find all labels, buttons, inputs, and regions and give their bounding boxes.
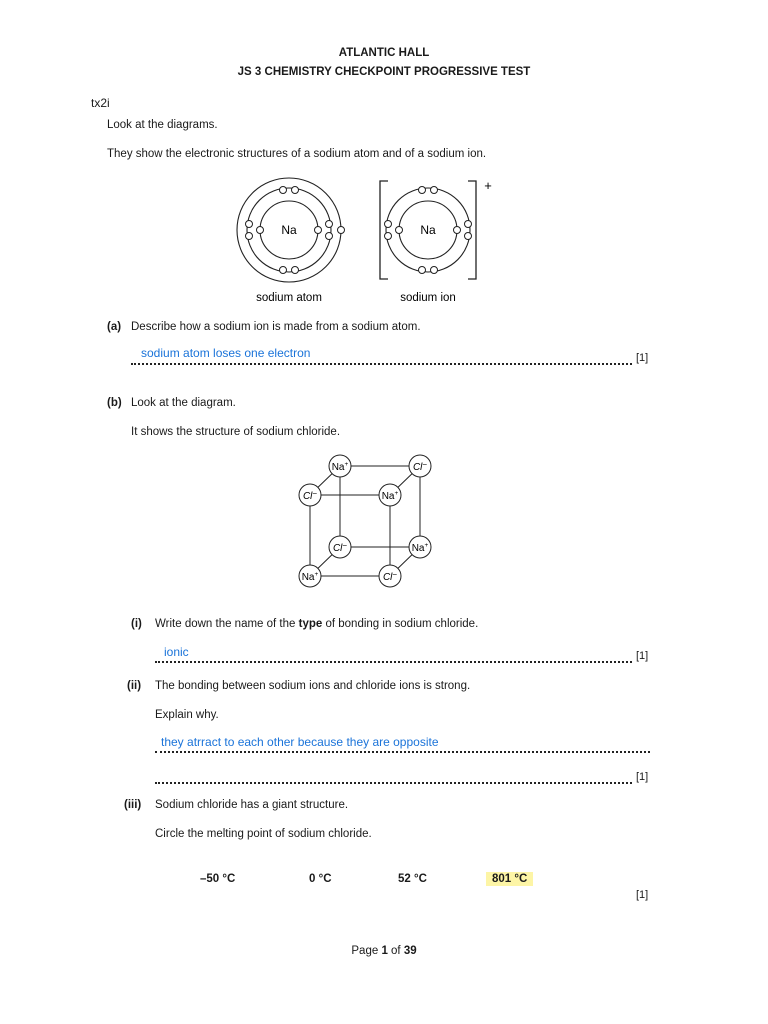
part-b-iii-label: (iii) bbox=[124, 799, 142, 811]
sodium-atom-diagram bbox=[237, 178, 345, 282]
part-b-i-answer[interactable]: ionic bbox=[164, 645, 189, 659]
test-title: JS 3 CHEMISTRY CHECKPOINT PROGRESSIVE TEST bbox=[237, 66, 531, 78]
lattice-ion-cl-top-right bbox=[409, 455, 431, 477]
part-b-ii-question: The bonding between sodium ions and chloride ions is strong. bbox=[155, 680, 471, 692]
part-b-iii-line-1: Sodium chloride has a giant structure. bbox=[155, 799, 349, 811]
question-code: tx2i bbox=[91, 96, 110, 110]
intro-line-1: Look at the diagrams. bbox=[107, 119, 218, 131]
part-b-ii-answer[interactable]: they atrract to each other because they are opposite bbox=[161, 735, 439, 749]
part-b-ii-label: (ii) bbox=[127, 680, 142, 692]
page-number: Page 1 of 39 bbox=[351, 945, 417, 957]
part-b-i-label: (i) bbox=[131, 618, 142, 630]
svg-text:Cl−: Cl− bbox=[332, 541, 348, 554]
svg-text:Na+: Na+ bbox=[381, 490, 399, 502]
part-a-answer[interactable]: sodium atom loses one electron bbox=[141, 346, 311, 360]
answer-line-a bbox=[131, 363, 632, 365]
lattice-ion-na-front-right bbox=[379, 484, 401, 506]
sodium-chloride-lattice bbox=[290, 452, 440, 588]
marks-b-ii: [1] bbox=[636, 771, 649, 783]
lattice-ion-cl-bottom-right bbox=[379, 565, 401, 587]
melting-point-option-minus-50[interactable]: –50 °C bbox=[200, 873, 236, 885]
atom-nucleus-label: Na bbox=[281, 223, 297, 237]
melting-point-option-52[interactable]: 52 °C bbox=[398, 873, 427, 885]
atom-label: sodium atom bbox=[256, 292, 322, 304]
lattice-ion-na-back-right bbox=[409, 536, 431, 558]
ion-label: sodium ion bbox=[400, 292, 456, 304]
marks-a: [1] bbox=[636, 352, 649, 364]
ion-nucleus-label: Na bbox=[420, 223, 436, 237]
part-a-label: (a) bbox=[107, 321, 122, 333]
part-b-i-question: Write down the name of the type of bonding in sodium chloride. bbox=[155, 618, 479, 630]
part-b-label: (b) bbox=[107, 397, 122, 409]
melting-point-option-801-selected[interactable]: 801 °C bbox=[486, 872, 533, 886]
part-b-ii-instruction: Explain why. bbox=[155, 709, 219, 721]
sodium-ion-diagram bbox=[380, 178, 492, 279]
part-a-question: Describe how a sodium ion is made from a sodium atom. bbox=[131, 321, 421, 333]
answer-line-b-i bbox=[155, 661, 632, 663]
svg-text:Cl−: Cl− bbox=[412, 460, 428, 473]
lattice-ion-cl-front-left bbox=[299, 484, 321, 506]
svg-text:Cl−: Cl− bbox=[382, 570, 398, 583]
lattice-ion-cl-back-bottom bbox=[329, 536, 351, 558]
svg-text:Cl−: Cl− bbox=[302, 489, 318, 502]
part-b-line-1: Look at the diagram. bbox=[131, 397, 236, 409]
ion-charge: + bbox=[484, 178, 492, 193]
lattice-ion-na-bottom-left bbox=[299, 565, 321, 587]
marks-b-i: [1] bbox=[636, 650, 649, 662]
melting-point-option-0[interactable]: 0 °C bbox=[309, 873, 332, 885]
part-b-iii-line-2: Circle the melting point of sodium chloride. bbox=[155, 828, 372, 840]
answer-line-b-ii-1 bbox=[155, 751, 650, 753]
intro-line-2: They show the electronic structures of a sodium atom and of a sodium ion. bbox=[107, 148, 487, 160]
svg-text:Na+: Na+ bbox=[411, 542, 429, 554]
marks-b-iii: [1] bbox=[636, 889, 649, 901]
lattice-ion-na-top-back bbox=[329, 455, 351, 477]
answer-line-b-ii-2 bbox=[155, 782, 632, 784]
electron-structure-diagram bbox=[225, 175, 505, 313]
part-b-line-2: It shows the structure of sodium chloride. bbox=[131, 426, 341, 438]
school-name: ATLANTIC HALL bbox=[338, 47, 430, 59]
svg-text:Na+: Na+ bbox=[331, 461, 349, 473]
svg-text:Na+: Na+ bbox=[301, 571, 319, 583]
